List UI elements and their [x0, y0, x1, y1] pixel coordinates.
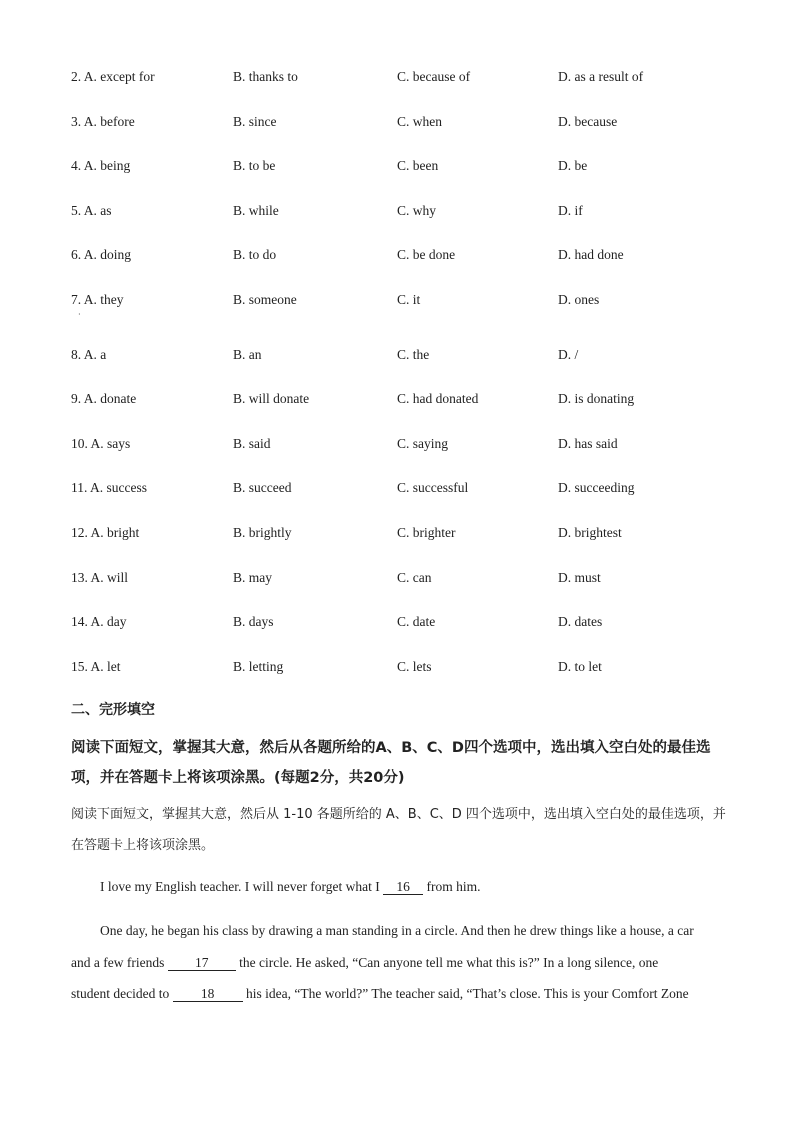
passage-line-2: One day, he began his class by drawing a man standing in a circle. And then he drew things like a house, a car: [100, 923, 694, 938]
passage-text: student decided to: [71, 986, 170, 1001]
question-option-c: C. lets: [397, 659, 432, 674]
question-option-d: D. as a result of: [558, 69, 644, 84]
question-option-b: B. may: [233, 570, 272, 585]
question-option-c: C. successful: [397, 480, 469, 495]
question-row: [0, 158, 794, 178]
question-option-d: D. because: [558, 114, 618, 129]
question-option-c: C. had donated: [397, 391, 479, 406]
stray-dot: ·: [78, 310, 81, 319]
question-option-d: D. had done: [558, 247, 624, 262]
passage-text: the circle. He asked, “Can anyone tell me what this is?” In a long silence, one: [239, 955, 659, 970]
question-option-d: D. ones: [558, 292, 600, 307]
question-row: [0, 203, 794, 223]
instruction: 阅读下面短文，掌握其大意，然后从 1-10 各题所给的 A、B、C、D 四个选项中，选出填入空白处的最佳选项，并在答题卡上将该项涂黑。: [71, 807, 726, 853]
question-row: [0, 69, 794, 89]
passage-text: and a few friends: [71, 955, 165, 970]
question-option-d: D. if: [558, 203, 583, 218]
question-option-a: 3. A. before: [71, 114, 135, 129]
question-option-c: C. the: [397, 347, 430, 362]
question-option-c: C. because of: [397, 69, 471, 84]
question-row: [0, 525, 794, 545]
question-option-a: 7. A. they: [71, 292, 124, 307]
question-option-d: D. /: [558, 347, 579, 362]
question-option-d: D. to let: [558, 659, 602, 674]
question-option-c: C. when: [397, 114, 442, 129]
question-row: [0, 436, 794, 456]
blank-18: 18: [173, 987, 243, 1002]
passage-line-4: [71, 986, 689, 1002]
question-row: [0, 292, 794, 312]
passage-line-3: [71, 955, 658, 971]
question-option-c: C. why: [397, 203, 437, 218]
question-option-a: 14. A. day: [71, 614, 127, 629]
question-row: [0, 347, 794, 367]
passage-text: his idea, “The world?” The teacher said, “That’s close. This is your Comfort Zone: [245, 986, 689, 1001]
question-option-d: D. must: [558, 570, 601, 585]
question-row: [0, 659, 794, 679]
question-option-c: C. can: [397, 570, 432, 585]
blank-16: 16: [383, 880, 423, 895]
question-option-c: C. brighter: [397, 525, 456, 540]
question-option-d: D. dates: [558, 614, 603, 629]
question-option-b: B. days: [233, 614, 274, 629]
question-option-d: D. brightest: [558, 525, 622, 540]
question-row: [0, 391, 794, 411]
question-option-b: B. while: [233, 203, 279, 218]
passage-text: from him.: [426, 879, 481, 894]
question-row: [0, 247, 794, 267]
bold-instruction: 阅读下面短文，掌握其大意，然后从各题所给的A、B、C、D四个选项中，选出填入空白处的最佳选项，并在答题卡上将该项涂黑。(每题2分，共20分): [71, 740, 711, 786]
question-option-a: 12. A. bright: [71, 525, 140, 540]
question-option-d: D. be: [558, 158, 588, 173]
question-row: [0, 614, 794, 634]
question-option-a: 13. A. will: [71, 570, 129, 585]
question-row: [0, 480, 794, 500]
question-row: [0, 114, 794, 134]
question-option-b: B. someone: [233, 292, 297, 307]
question-option-b: B. an: [233, 347, 262, 362]
question-option-b: B. succeed: [233, 480, 292, 495]
question-option-a: 5. A. as: [71, 203, 112, 218]
question-option-d: D. has said: [558, 436, 618, 451]
passage-line-1: [100, 879, 481, 895]
question-option-c: C. it: [397, 292, 421, 307]
question-option-b: B. brightly: [233, 525, 292, 540]
question-option-c: C. be done: [397, 247, 456, 262]
question-option-b: B. to do: [233, 247, 277, 262]
question-option-d: D. is donating: [558, 391, 635, 406]
question-option-b: B. to be: [233, 158, 276, 173]
question-option-b: B. thanks to: [233, 69, 298, 84]
question-option-a: 15. A. let: [71, 659, 121, 674]
question-option-a: 8. A. a: [71, 347, 107, 362]
question-option-c: C. been: [397, 158, 439, 173]
question-option-a: 10. A. says: [71, 436, 131, 451]
question-option-c: C. saying: [397, 436, 449, 451]
question-option-c: C. date: [397, 614, 436, 629]
question-option-b: B. said: [233, 436, 271, 451]
section-title: 二、完形填空: [71, 702, 155, 718]
question-option-a: 6. A. doing: [71, 247, 132, 262]
blank-17: 17: [168, 956, 236, 971]
question-option-a: 11. A. success: [71, 480, 147, 495]
question-option-b: B. letting: [233, 659, 284, 674]
question-option-a: 9. A. donate: [71, 391, 137, 406]
question-option-b: B. since: [233, 114, 277, 129]
passage-text: I love my English teacher. I will never forget what I: [100, 879, 380, 894]
question-option-a: 2. A. except for: [71, 69, 155, 84]
question-option-a: 4. A. being: [71, 158, 131, 173]
question-row: [0, 570, 794, 590]
question-option-b: B. will donate: [233, 391, 310, 406]
question-option-d: D. succeeding: [558, 480, 635, 495]
